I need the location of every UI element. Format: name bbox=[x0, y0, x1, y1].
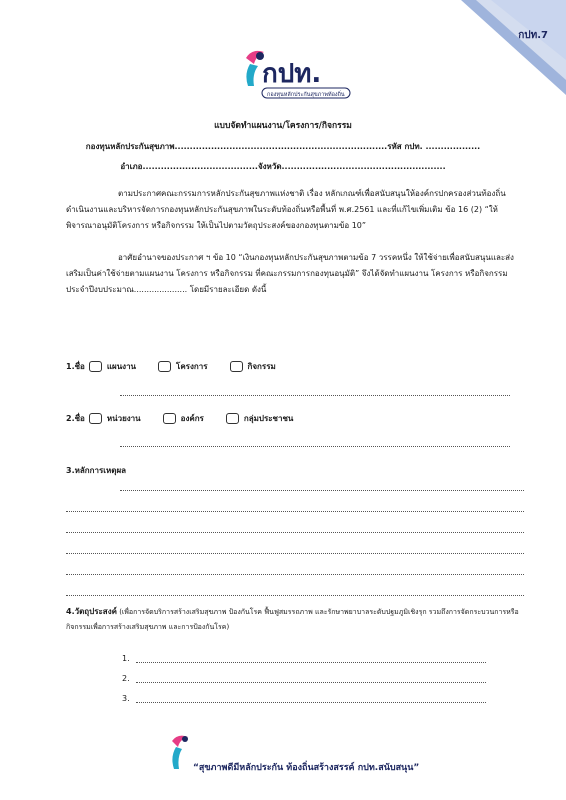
option-organization-label: องค์กร bbox=[180, 414, 204, 423]
form-code-label: กปท.7 bbox=[518, 30, 548, 41]
corner-ribbon-shape bbox=[416, 0, 566, 95]
section-4-block bbox=[66, 604, 536, 635]
checkbox-community-group[interactable] bbox=[226, 413, 239, 424]
objective-number-3: 3. bbox=[122, 694, 130, 703]
section-3-label: 3.หลักการเหตุผล bbox=[66, 466, 127, 475]
paragraph-2-text: อาศัยอำนาจของประกาศ ฯ ข้อ 10 “เงินกองทุนหลักประกันสุขภาพตามข้อ 7 วรรคหนึ่ง ให้ใช้จ่ายเพื่อสนับสนุนและส่งเสริมเป็นค่าใช้จ่ายตามแผนงาน โครงการ หรือกิจกรรม ที่คณะกรรมการกองทุนอนุมัติ” จึงได้จัดทำแผนงาน โครงการ หรือกิจกรรม ประจำปีงบประมาณ..................... โดยมีรายละเอียด ดังนี้ bbox=[66, 253, 514, 294]
section-1-fill-line[interactable] bbox=[120, 395, 510, 396]
objective-number-2: 2. bbox=[122, 674, 130, 683]
fund-line: กองทุนหลักประกันสุขภาพ......................................................................รหัส กปท. .................. bbox=[85, 142, 481, 151]
section-2-fill-line[interactable] bbox=[120, 446, 510, 447]
option-plan-label: แผนงาน bbox=[106, 362, 137, 371]
objective-item-1[interactable] bbox=[122, 654, 486, 663]
checkbox-agency[interactable] bbox=[89, 413, 102, 424]
objective-item-2[interactable] bbox=[122, 674, 486, 683]
objective-item-3[interactable] bbox=[122, 694, 486, 703]
corner-badge bbox=[416, 0, 566, 95]
paragraph-1 bbox=[66, 186, 526, 234]
objective-number-1: 1. bbox=[122, 654, 130, 663]
document-title: แบบจัดทำแผนงาน/โครงการ/กิจกรรม bbox=[214, 121, 352, 131]
title-block bbox=[0, 118, 566, 180]
section-4-note: (เพื่อการจัดบริการสร้างเสริมสุขภาพ ป้องกันโรค ฟื้นฟูสมรรถภาพ และรักษาพยาบาลระดับปฐมภูมิเชิงรุก รวมถึงการจัดกระบวนการหรือกิจกรรมเพื่อการสร้างเสริมสุขภาพ และการป้องกันโรค) bbox=[66, 608, 519, 631]
rationale-line-4[interactable] bbox=[66, 553, 524, 554]
section-2-label: 2.ชื่อ bbox=[66, 414, 85, 423]
option-agency-label: หน่วยงาน bbox=[106, 414, 141, 423]
option-community-group-label: กลุ่มประชาชน bbox=[243, 414, 294, 423]
logo-text: กปท. bbox=[262, 59, 322, 89]
rationale-line-2[interactable] bbox=[66, 511, 524, 512]
section-3-row bbox=[66, 464, 130, 477]
logo-tagline: กองทุนหลักประกันสุขภาพท้องถิ่น bbox=[267, 92, 345, 98]
option-project-label: โครงการ bbox=[176, 362, 208, 371]
checkbox-plan[interactable] bbox=[89, 361, 102, 372]
rationale-line-6[interactable] bbox=[66, 595, 524, 596]
section-4-label: 4.วัตถุประสงค์ bbox=[66, 607, 117, 616]
section-1-label: 1.ชื่อ bbox=[66, 362, 85, 371]
rationale-line-3[interactable] bbox=[66, 532, 524, 533]
paragraph-1-text: ตามประกาศคณะกรรมการหลักประกันสุขภาพแห่งชาติ เรื่อง หลักเกณฑ์เพื่อสนับสนุนให้องค์กรปกครองส่วนท้องถิ่นดำเนินงานและบริหารจัดการกองทุนหลักประกันสุขภาพในระดับท้องถิ่นหรือพื้นที่ พ.ศ.2561 และที่แก้ไขเพิ่มเติม ข้อ 16 (2) “ให้พิจารณาอนุมัติโครงการ หรือกิจกรรม ให้เป็นไปตามวัตถุประสงค์ของกองทุนตามข้อ 10” bbox=[66, 189, 506, 230]
paragraph-2 bbox=[66, 250, 526, 298]
rationale-line-1[interactable] bbox=[120, 490, 524, 491]
footer-logo bbox=[168, 733, 190, 773]
checkbox-activity[interactable] bbox=[230, 361, 243, 372]
fund-logo bbox=[238, 46, 353, 104]
checkbox-organization[interactable] bbox=[163, 413, 176, 424]
option-activity-label: กิจกรรม bbox=[247, 362, 276, 371]
footer-slogan: “สุขภาพดีมีหลักประกัน ท้องถิ่นสร้างสรรค์ กปท.สนับสนุน” bbox=[193, 763, 420, 773]
section-2-row bbox=[66, 412, 315, 425]
rationale-line-5[interactable] bbox=[66, 574, 524, 575]
location-line: อำเภอ......................................จังหวัด...................................................... bbox=[120, 162, 446, 171]
section-1-row bbox=[66, 360, 298, 373]
checkbox-project[interactable] bbox=[158, 361, 171, 372]
